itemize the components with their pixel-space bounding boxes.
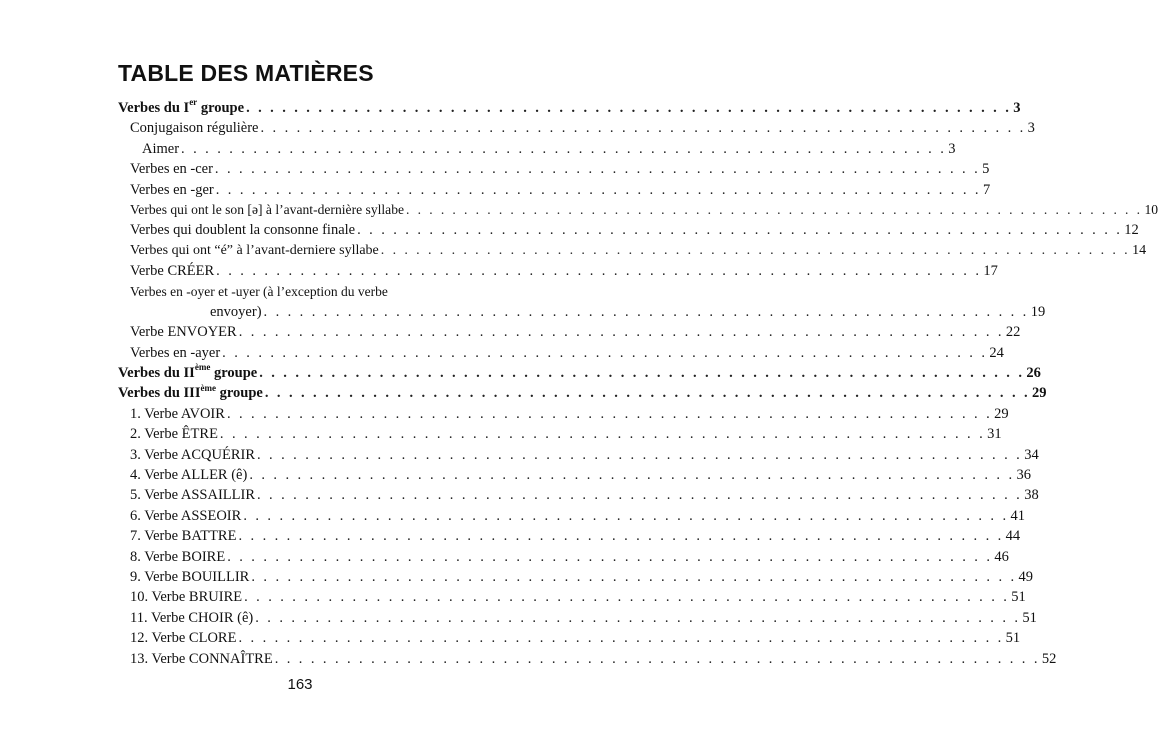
toc-page-number: 51	[1005, 630, 1021, 647]
toc-entry-group-3[interactable]	[118, 382, 1047, 403]
leader-dots: . . . . . . . . . . . . . . . . . . . . . . . . . . . . . . . . . . . . . . . . . . . . . . . . . . . . . . . . . . . . . . . .	[406, 201, 1143, 217]
leader-dots: . . . . . . . . . . . . . . . . . . . . . . . . . . . . . . . . . . . . . . . . . . . . . . . . . . . . . . . . . . . . . . . .	[215, 181, 981, 198]
leader-dots: . . . . . . . . . . . . . . . . . . . . . . . . . . . . . . . . . . . . . . . . . . . . . . . . . . . . . . . . . . . . . . . .	[274, 650, 1040, 667]
toc-entry-label: 1. Verbe AVOIR	[130, 405, 225, 422]
toc-entry[interactable]	[118, 180, 991, 200]
page-number: 163	[287, 676, 313, 693]
leader-dots: . . . . . . . . . . . . . . . . . . . . . . . . . . . . . . . . . . . . . . . . . . . . . . . . . . . . . . . . . . . . . . . .	[260, 120, 1026, 137]
toc-page-number: 3	[948, 140, 956, 157]
toc-entry-label: Conjugaison régulière	[130, 120, 259, 137]
toc-entry[interactable]	[118, 485, 1039, 505]
leader-dots: . . . . . . . . . . . . . . . . . . . . . . . . . . . . . . . . . . . . . . . . . . . . . . . . . . . . . . . . . . . . . . . .	[255, 609, 1021, 626]
toc-entry-group-2[interactable]	[118, 362, 1041, 383]
leader-dots: . . . . . . . . . . . . . . . . . . . . . . . . . . . . . . . . . . . . . . . . . . . . . . . . . . . . . . . . . . . . . . . .	[227, 548, 993, 565]
toc-page-number: 41	[1010, 507, 1025, 524]
toc-page-number: 3	[1013, 100, 1021, 116]
toc-entry-label: Verbe CRÉER	[130, 263, 215, 280]
leader-dots: . . . . . . . . . . . . . . . . . . . . . . . . . . . . . . . . . . . . . . . . . . . . . . . . . . . . . . . . . . . . . . . .	[249, 467, 1015, 484]
toc-entry-label: Aimer	[142, 140, 180, 157]
leader-dots: . . . . . . . . . . . . . . . . . . . . . . . . . . . . . . . . . . . . . . . . . . . . . . . . . . . . . . . . . . . . . . . .	[244, 589, 1010, 606]
leader-dots: . . . . . . . . . . . . . . . . . . . . . . . . . . . . . . . . . . . . . . . . . . . . . . . . . . . . . . . . . . . . . . . .	[214, 161, 981, 178]
toc-entry[interactable]	[118, 261, 998, 281]
leader-dots: . . . . . . . . . . . . . . . . . . . . . . . . . . . . . . . . . . . . . . . . . . . . . . . . . . . . . . . . . . . . . . . .	[380, 242, 1131, 258]
toc-entry-label: 6. Verbe ASSEOIR	[130, 507, 242, 524]
toc-entry-label: Verbes en -ayer	[130, 344, 221, 361]
toc-page-number: 34	[1024, 446, 1039, 463]
toc-entry-label: 7. Verbe BATTRE	[130, 528, 237, 545]
toc-entry[interactable]	[118, 587, 1026, 607]
toc-entry[interactable]	[118, 343, 1004, 363]
toc-page-number: 12	[1124, 222, 1139, 239]
toc-entry-label: 9. Verbe BOUILLIR	[130, 568, 250, 585]
toc-entry-label: Verbes du Ier groupe	[118, 97, 245, 116]
leader-dots: . . . . . . . . . . . . . . . . . . . . . . . . . . . . . . . . . . . . . . . . . . . . . . . . . . . . . . . . . . . . . . . .	[257, 487, 1023, 504]
toc-entry[interactable]	[118, 424, 1002, 444]
toc-page-number: 46	[994, 548, 1009, 565]
toc-entry[interactable]	[118, 139, 956, 159]
toc-entry-label: 13. Verbe CONNAÎTRE	[130, 650, 273, 667]
toc-entry-label: 11. Verbe CHOIR (ê)	[130, 609, 254, 626]
leader-dots: . . . . . . . . . . . . . . . . . . . . . . . . . . . . . . . . . . . . . . . . . . . . . . . . . . . . . . . . . . . . . . . .	[259, 365, 1025, 382]
toc-entry-label: Verbes du IIème groupe	[118, 362, 258, 382]
toc-entry[interactable]	[118, 118, 1035, 138]
toc-page-number: 38	[1024, 487, 1039, 504]
toc-entry[interactable]	[118, 159, 990, 179]
leader-dots: . . . . . . . . . . . . . . . . . . . . . . . . . . . . . . . . . . . . . . . . . . . . . . . . . . . . . . . . . . . . . . . .	[357, 222, 1123, 239]
table-of-contents	[118, 97, 1158, 669]
toc-entry-label: 10. Verbe BRUIRE	[130, 589, 243, 606]
toc-entry[interactable]	[118, 404, 1009, 424]
leader-dots: . . . . . . . . . . . . . . . . . . . . . . . . . . . . . . . . . . . . . . . . . . . . . . . . . . . . . . . . . . . . . . . .	[264, 385, 1031, 402]
toc-page-number: 49	[1018, 568, 1034, 585]
toc-entry[interactable]	[118, 220, 1139, 240]
page-title: TABLE DES MATIÈRES	[118, 60, 374, 86]
toc-entry-group-1[interactable]	[118, 97, 1021, 118]
toc-entry[interactable]	[118, 302, 1046, 322]
toc-page-number: 19	[1030, 303, 1046, 320]
leader-dots: . . . . . . . . . . . . . . . . . . . . . . . . . . . . . . . . . . . . . . . . . . . . . . . . . . . . . . . . . . . . . . . .	[238, 630, 1004, 647]
leader-dots: . . . . . . . . . . . . . . . . . . . . . . . . . . . . . . . . . . . . . . . . . . . . . . . . . . . . . . . . . . . . . . . .	[181, 140, 947, 157]
toc-page-number: 22	[1005, 324, 1021, 341]
toc-entry-label: 8. Verbe BOIRE	[130, 548, 226, 565]
toc-entry[interactable]	[118, 628, 1021, 648]
leader-dots: . . . . . . . . . . . . . . . . . . . . . . . . . . . . . . . . . . . . . . . . . . . . . . . . . . . . . . . . . . . . . . . .	[238, 528, 1004, 545]
leader-dots: . . . . . . . . . . . . . . . . . . . . . . . . . . . . . . . . . . . . . . . . . . . . . . . . . . . . . . . . . . . . . . . .	[222, 344, 988, 361]
toc-page-number: 52	[1041, 650, 1057, 667]
toc-page-number: 36	[1016, 467, 1031, 484]
toc-entry-label: Verbes en -cer	[130, 161, 213, 178]
toc-page-number: 10	[1144, 201, 1158, 217]
toc-page-number: 24	[989, 344, 1004, 361]
toc-page-number: 14	[1132, 242, 1147, 258]
leader-dots: . . . . . . . . . . . . . . . . . . . . . . . . . . . . . . . . . . . . . . . . . . . . . . . . . . . . . . . . . . . . . . . .	[243, 507, 1009, 524]
leader-dots: . . . . . . . . . . . . . . . . . . . . . . . . . . . . . . . . . . . . . . . . . . . . . . . . . . . . . . . . . . . . . . . .	[257, 446, 1023, 463]
leader-dots: . . . . . . . . . . . . . . . . . . . . . . . . . . . . . . . . . . . . . . . . . . . . . . . . . . . . . . . . . . . . . . . .	[251, 568, 1017, 585]
toc-entry[interactable]	[118, 526, 1021, 546]
toc-page-number: 51	[1011, 589, 1026, 606]
toc-entry-label: Verbes qui doublent la consonne finale	[130, 222, 356, 239]
toc-entry-label: envoyer)	[210, 303, 262, 320]
toc-page-number: 5	[982, 161, 990, 178]
toc-entry-label: Verbes du IIIème groupe	[118, 382, 263, 402]
toc-entry[interactable]	[118, 608, 1037, 628]
toc-page-number: 51	[1022, 609, 1037, 626]
toc-page-number: 29	[1032, 385, 1047, 402]
toc-entry[interactable]	[118, 649, 1057, 669]
toc-entry[interactable]	[118, 322, 1021, 342]
toc-entry[interactable]	[118, 200, 1158, 220]
toc-page-number: 31	[987, 426, 1002, 443]
leader-dots: . . . . . . . . . . . . . . . . . . . . . . . . . . . . . . . . . . . . . . . . . . . . . . . . . . . . . . . . . . . . . . . .	[219, 426, 986, 443]
toc-page-number: 7	[982, 181, 991, 198]
toc-entry[interactable]	[118, 241, 1147, 261]
toc-page-number: 3	[1027, 120, 1035, 137]
toc-page-number: 29	[994, 405, 1009, 422]
toc-entry-label-line1[interactable]: Verbes en -oyer et -uyer (à l’exception du verbe	[130, 283, 388, 299]
leader-dots: . . . . . . . . . . . . . . . . . . . . . . . . . . . . . . . . . . . . . . . . . . . . . . . . . . . . . . . . . . . . . . . .	[238, 324, 1004, 341]
toc-entry-label: Verbes en -ger	[130, 181, 214, 198]
toc-entry[interactable]	[118, 465, 1031, 485]
toc-entry-label: 5. Verbe ASSAILLIR	[130, 487, 255, 504]
toc-entry-label: Verbes qui ont “é” à l’avant-derniere syllabe	[130, 242, 379, 258]
toc-entry[interactable]	[118, 547, 1009, 567]
toc-page-number: 26	[1026, 365, 1041, 382]
toc-entry-label: Verbes qui ont le son [ə] à l’avant-dernière syllabe	[130, 201, 405, 217]
toc-entry[interactable]	[118, 567, 1034, 587]
toc-entry-label: 3. Verbe ACQUÉRIR	[130, 446, 255, 463]
toc-page-number: 44	[1005, 528, 1021, 545]
toc-entry[interactable]	[118, 445, 1039, 465]
leader-dots: . . . . . . . . . . . . . . . . . . . . . . . . . . . . . . . . . . . . . . . . . . . . . . . . . . . . . . . . . . . . . . . .	[216, 263, 982, 280]
toc-entry-label: 12. Verbe CLORE	[130, 630, 237, 647]
toc-entry-label: Verbe ENVOYER	[130, 324, 237, 341]
toc-page-number: 17	[983, 263, 998, 280]
leader-dots: . . . . . . . . . . . . . . . . . . . . . . . . . . . . . . . . . . . . . . . . . . . . . . . . . . . . . . . . . . . . . . . .	[246, 100, 1012, 116]
leader-dots: . . . . . . . . . . . . . . . . . . . . . . . . . . . . . . . . . . . . . . . . . . . . . . . . . . . . . . . . . . . . . . . .	[263, 303, 1029, 320]
toc-entry[interactable]	[118, 506, 1025, 526]
leader-dots: . . . . . . . . . . . . . . . . . . . . . . . . . . . . . . . . . . . . . . . . . . . . . . . . . . . . . . . . . . . . . . . .	[226, 405, 993, 422]
toc-entry-label: 4. Verbe ALLER (ê)	[130, 467, 248, 484]
toc-entry-label: 2. Verbe ÊTRE	[130, 426, 218, 443]
